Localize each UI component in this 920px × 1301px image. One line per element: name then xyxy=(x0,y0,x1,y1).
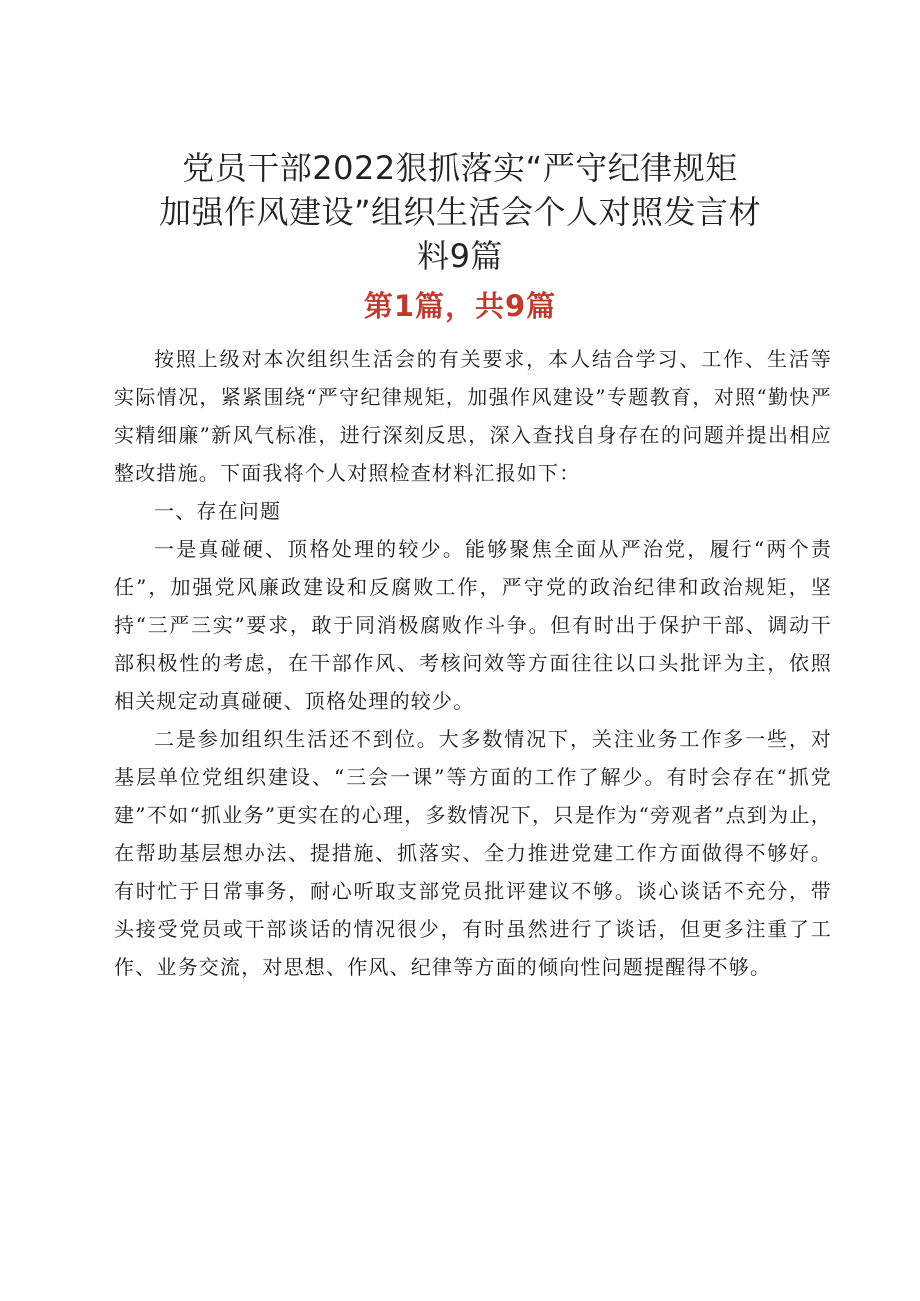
title-line-1: 党员干部2022狠抓落实“严守纪律规矩 xyxy=(182,149,738,187)
part-indicator: 第1篇，共9篇 xyxy=(363,289,557,323)
problem-paragraph-1: 一是真碰硬、顶格处理的较少。能够聚焦全面从严治党，履行“两个责任”，加强党风廉政建设和反腐败工作，严守党的政治纪律和政治规矩，坚持“三严三实”要求，敢于同消极腐败作斗争。但有时出于保护干部、调动干部积极性的考虑，在干部作风、考核问效等方面往往以口头批评为主，依照相关规定动真碰硬、顶格处理的较少。 xyxy=(114,537,832,713)
problem-paragraph-2: 二是参加组织生活还不到位。大多数情况下，关注业务工作多一些，对基层单位党组织建设、“三会一课”等方面的工作了解少。有时会存在“抓党建”不如“抓业务”更实在的心理，多数情况下，只是作为“旁观者”点到为止，在帮助基层想办法、提措施、抓落实、全力推进党建工作方面做得不够好。有时忙于日常事务，耐心听取支部党员批评建议不够。谈心谈话不充分，带头接受党员或干部谈话的情况很少，有时虽然进行了谈话，但更多注重了工作、业务交流，对思想、作风、纪律等方面的倾向性问题提醒得不够。 xyxy=(114,727,832,979)
title-line-3: 料9篇 xyxy=(417,237,503,275)
title-line-2: 加强作风建设”组织生活会个人对照发言材 xyxy=(158,193,762,231)
document-title xyxy=(110,146,810,278)
document-body xyxy=(114,340,832,986)
section-heading: 一、存在问题 xyxy=(154,499,282,523)
intro-paragraph: 按照上级对本次组织生活会的有关要求，本人结合学习、工作、生活等实际情况，紧紧围绕“严守纪律规矩，加强作风建设”专题教育，对照“勤快严实精细廉”新风气标准，进行深刻反思，深入查找自身存在的问题并提出相应整改措施。下面我将个人对照检查材料汇报如下： xyxy=(114,347,832,485)
